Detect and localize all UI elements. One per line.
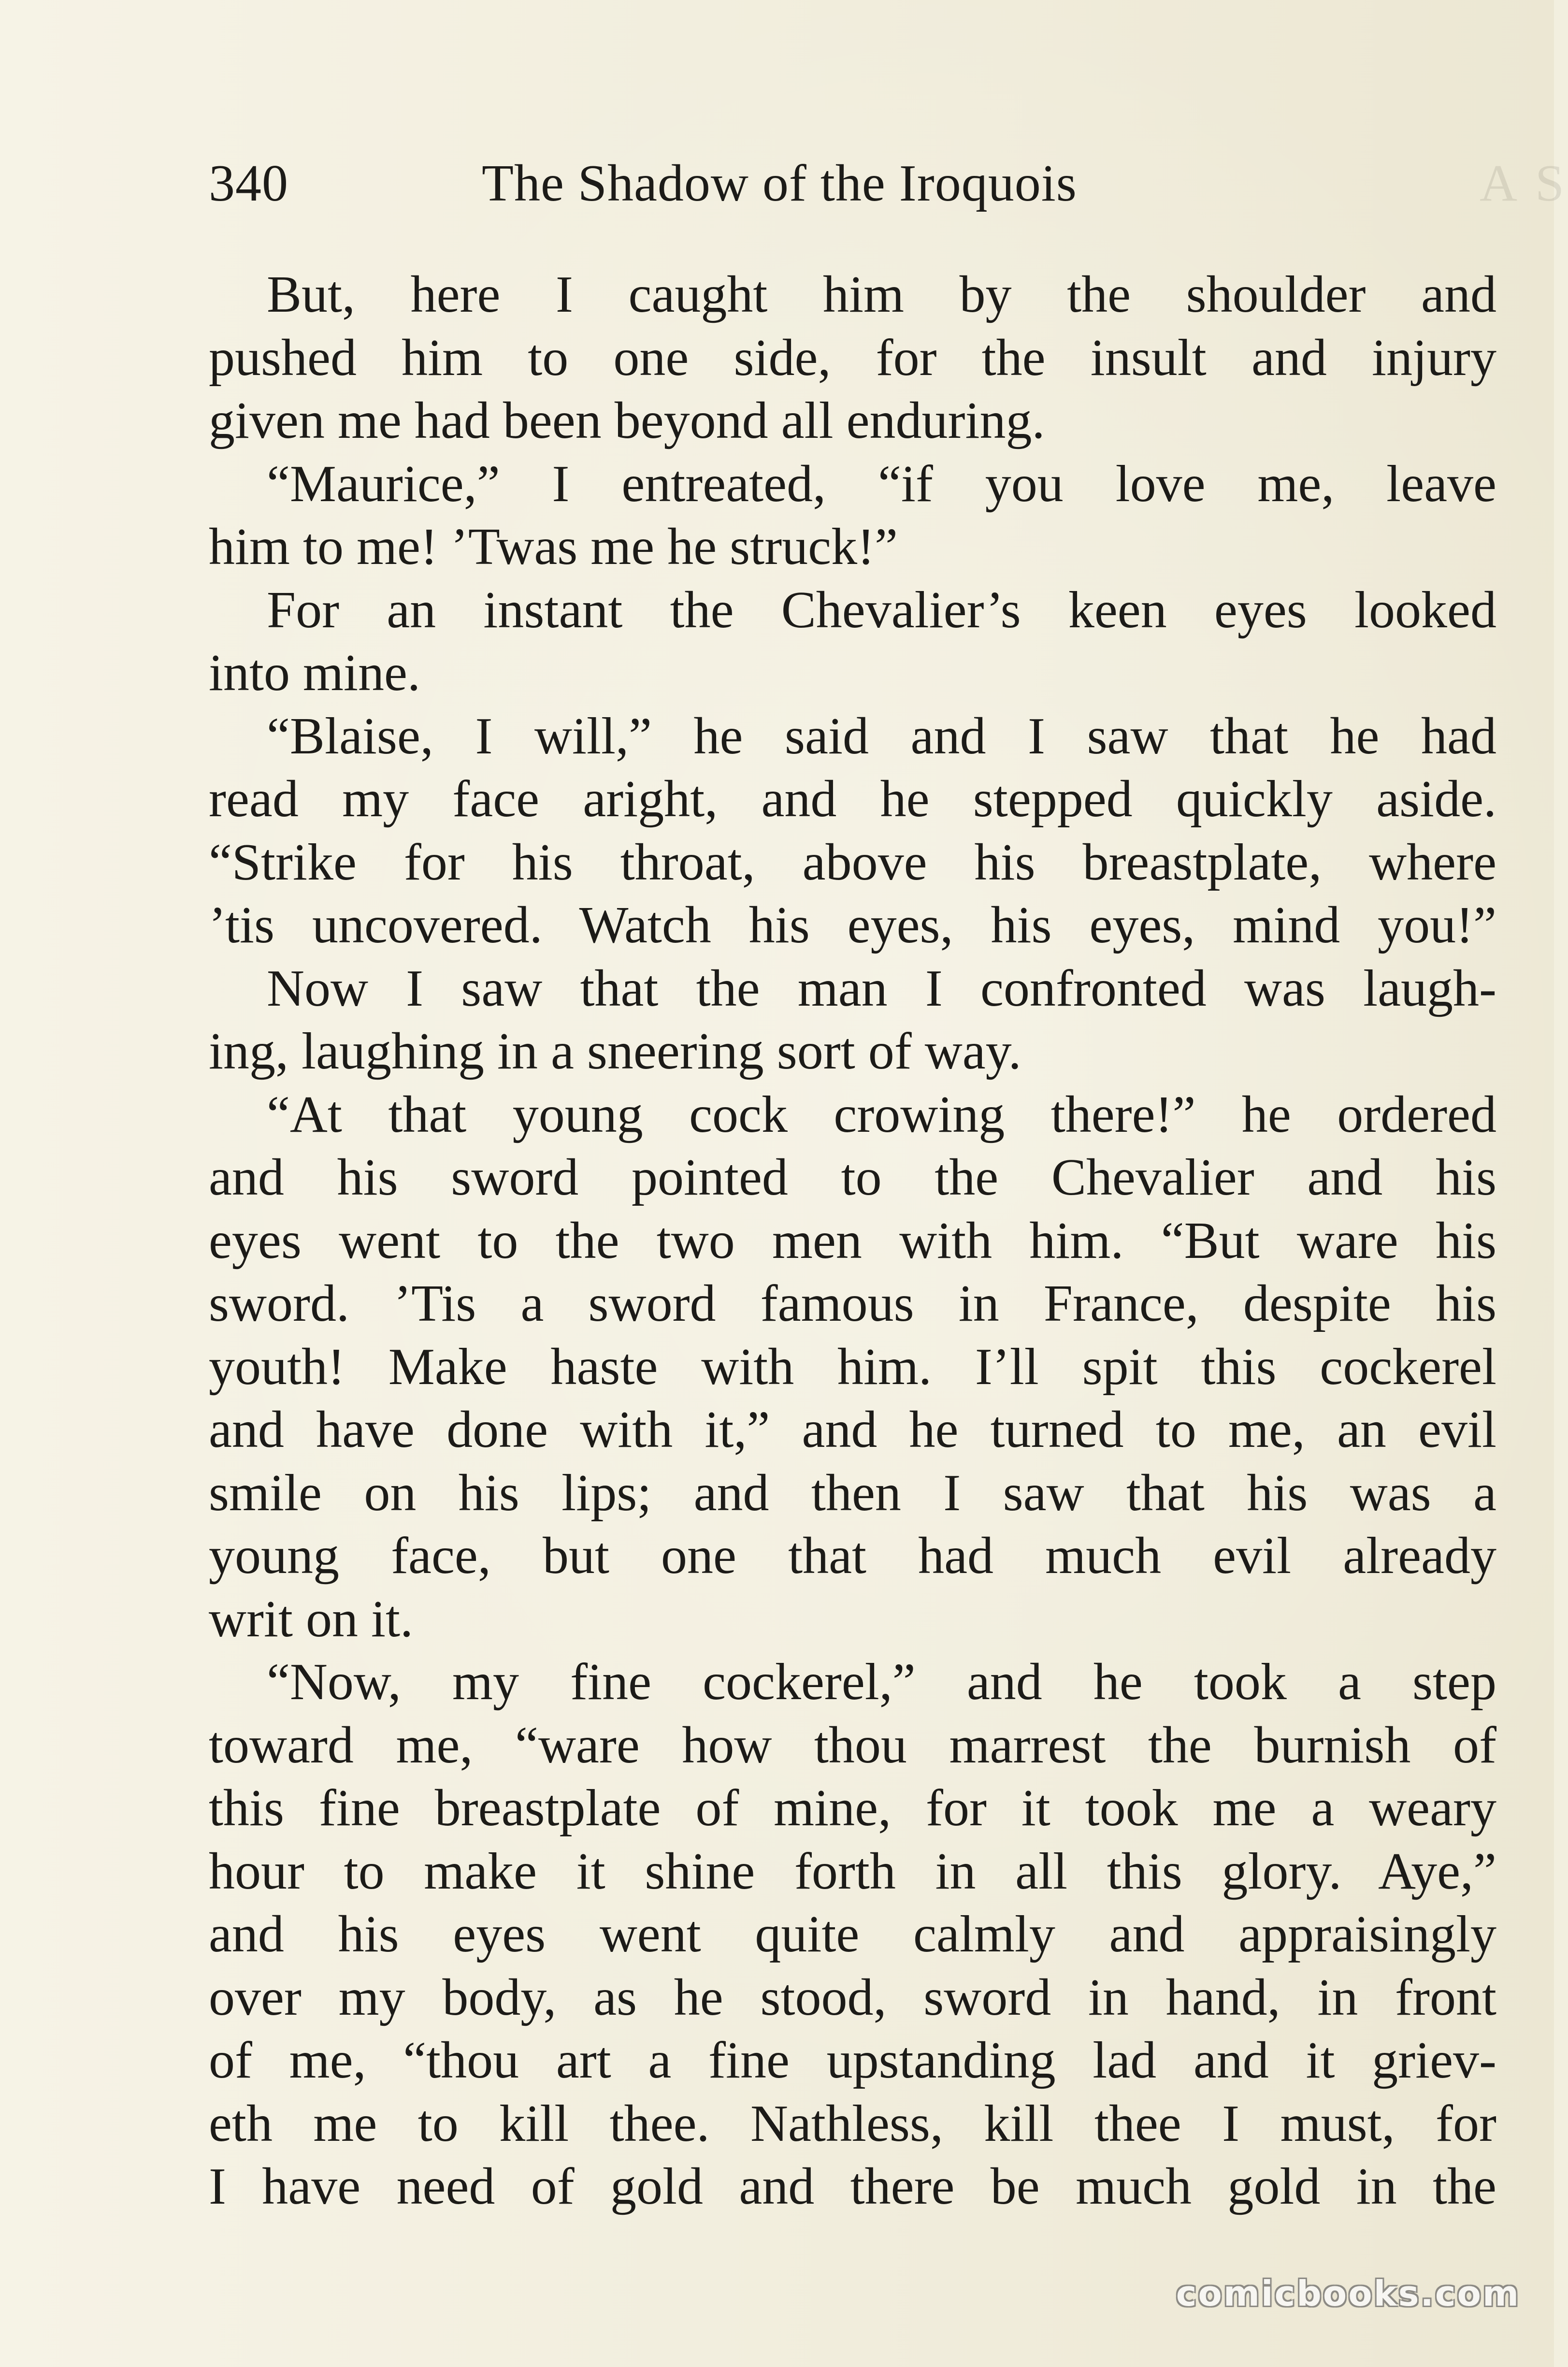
text-line: “Now, my fine cockerel,” and he took a step: [267, 1653, 1496, 1711]
text-line: “Maurice,” I entreated, “if you love me, leave: [267, 455, 1496, 513]
text-line: I have need of gold and there be much gold in the: [209, 2158, 1496, 2215]
text-line: youth! Make haste with him. I’ll spit this cockerel: [209, 1338, 1496, 1396]
text-line: him to me! ’Twas me he struck!”: [209, 518, 898, 576]
text-line: But, here I caught him by the shoulder and: [267, 266, 1496, 323]
page-header: [209, 145, 1568, 222]
text-line: given me had been beyond all enduring.: [209, 392, 1045, 449]
body-text: [209, 263, 1496, 2219]
text-line: “Strike for his throat, above his breastplate, where: [209, 833, 1496, 891]
text-line: “At that young cock crowing there!” he ordered: [267, 1085, 1496, 1143]
text-line: ’tis uncovered. Watch his eyes, his eyes, mind you!”: [209, 896, 1496, 954]
text-line: eth me to kill thee. Nathless, kill thee I must, for: [209, 2094, 1496, 2152]
text-line: pushed him to one side, for the insult and injury: [209, 329, 1496, 387]
text-line: young face, but one that had much evil already: [209, 1527, 1496, 1585]
text-line: and have done with it,” and he turned to me, an evil: [209, 1401, 1496, 1458]
text-line: over my body, as he stood, sword in hand, in front: [209, 1968, 1496, 2026]
text-line: into mine.: [209, 644, 420, 702]
text-line: and his sword pointed to the Chevalier and his: [209, 1149, 1496, 1206]
watermark: comicbooks.com: [1176, 2273, 1520, 2314]
text-line: read my face aright, and he stepped quickly aside.: [209, 770, 1496, 828]
text-line: sword. ’Tis a sword famous in France, despite his: [209, 1275, 1496, 1332]
running-title: The Shadow of the Iroquois: [482, 155, 1077, 212]
text-line: Now I saw that the man I confronted was laugh-: [267, 959, 1496, 1017]
text-line: writ on it.: [209, 1590, 413, 1648]
bleed-through-title: A S: [1480, 155, 1568, 212]
text-line: of me, “thou art a fine upstanding lad and it griev-: [209, 2032, 1496, 2089]
text-line: this fine breastplate of mine, for it took me a weary: [209, 1779, 1496, 1837]
text-line: and his eyes went quite calmly and appraisingly: [209, 1905, 1496, 1963]
text-line: toward me, “ware how thou marrest the burnish of: [209, 1716, 1496, 1774]
text-line: For an instant the Chevalier’s keen eyes looked: [267, 581, 1496, 639]
text-line: smile on his lips; and then I saw that his was a: [209, 1464, 1496, 1522]
text-line: “Blaise, I will,” he said and I saw that he had: [267, 707, 1496, 765]
text-line: ing, laughing in a sneering sort of way.: [209, 1023, 1021, 1080]
text-line: eyes went to the two men with him. “But ware his: [209, 1212, 1496, 1270]
text-line: hour to make it shine forth in all this glory. Aye,”: [209, 1842, 1496, 1900]
page-number: 340: [209, 155, 288, 212]
